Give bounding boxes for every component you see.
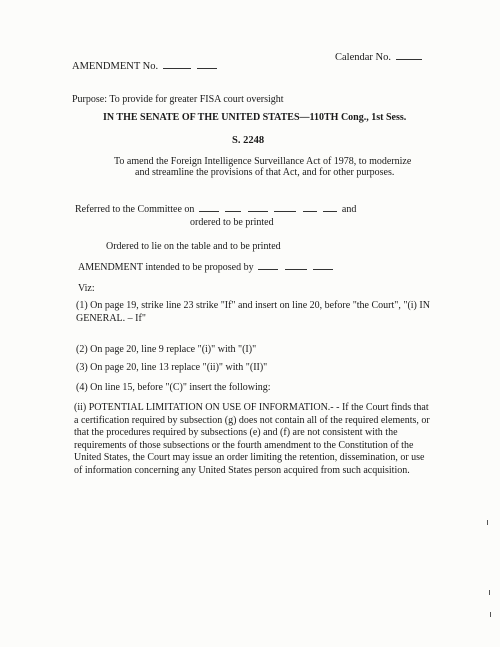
calendar-number-blank [396,58,422,60]
referral-blank-2 [225,210,241,212]
referral-prefix: Referred to the Committee on [75,204,195,215]
proposer-blank-2 [285,268,307,270]
referral-blank-3 [248,210,268,212]
referral-blank-6 [323,210,337,212]
item-4: (4) On line 15, before "(C)" insert the following: [76,382,271,393]
insertion-line-4: requirements of those subsections or the fourth amendment to the Constitution of the [74,439,414,451]
referral-blank-4 [274,210,296,212]
item-2: (2) On page 20, line 9 replace "(i)" with "(I)" [76,344,257,355]
insertion-line-1: (ii) POTENTIAL LIMITATION ON USE OF INFORMATION.- - If the Court finds that [74,402,429,413]
viz-label: Viz: [78,283,95,294]
bill-number: S. 2248 [232,135,265,146]
amendment-number-line [72,62,219,73]
referral-ordered-printed: ordered to be printed [190,217,274,228]
purpose-line: Purpose: To provide for greater FISA court oversight [72,94,284,105]
insertion-line-5: United States, the Court may issue an order limiting the retention, dissemination, or use [74,452,425,463]
amendment-number-blank-2 [197,67,217,69]
item-1-line-2: GENERAL. – If" [76,312,146,324]
description-line-2: and streamline the provisions of that Act, and for other purposes. [135,167,395,178]
amendment-label: AMENDMENT No. [72,61,159,72]
referral-line [75,205,356,215]
item-1-line-1: (1) On page 19, strike line 23 strike "If" and insert on line 20, before "the Court", "(i) IN [76,300,430,311]
amendment-number-blank [163,67,191,69]
scan-speck [489,590,490,595]
calendar-label: Calendar No. [335,52,391,63]
insertion-line-2: a certification required by subsection (g) does not contain all of the required elements, or [74,414,430,426]
referral-blank-1 [199,210,219,212]
proposer-blank-1 [258,268,278,270]
insertion-line-6: of information concerning any United States person acquired from such acquisition. [74,464,410,476]
proposer-blank-3 [313,268,333,270]
referral-blank-5 [303,210,317,212]
scan-speck [490,612,491,617]
inserted-paragraph [74,402,430,477]
amendment-intended-line [78,263,335,273]
description-line-1: To amend the Foreign Intelligence Surveillance Act of 1978, to modernize [114,156,412,167]
referral-suffix: and [341,204,357,215]
scan-speck [487,520,488,525]
item-3: (3) On page 20, line 13 replace "(ii)" with "(II)" [76,362,268,373]
ordered-to-lie-line: Ordered to lie on the table and to be printed [106,241,281,252]
calendar-number-line [335,53,424,64]
amendment-intended-label: AMENDMENT intended to be proposed by [78,262,254,273]
item-1 [76,300,430,325]
insertion-line-3: that the procedures required by subsections (e) and (f) are not consistent with the [74,427,398,438]
senate-session-line: IN THE SENATE OF THE UNITED STATES—110TH Cong., 1st Sess. [103,112,407,123]
